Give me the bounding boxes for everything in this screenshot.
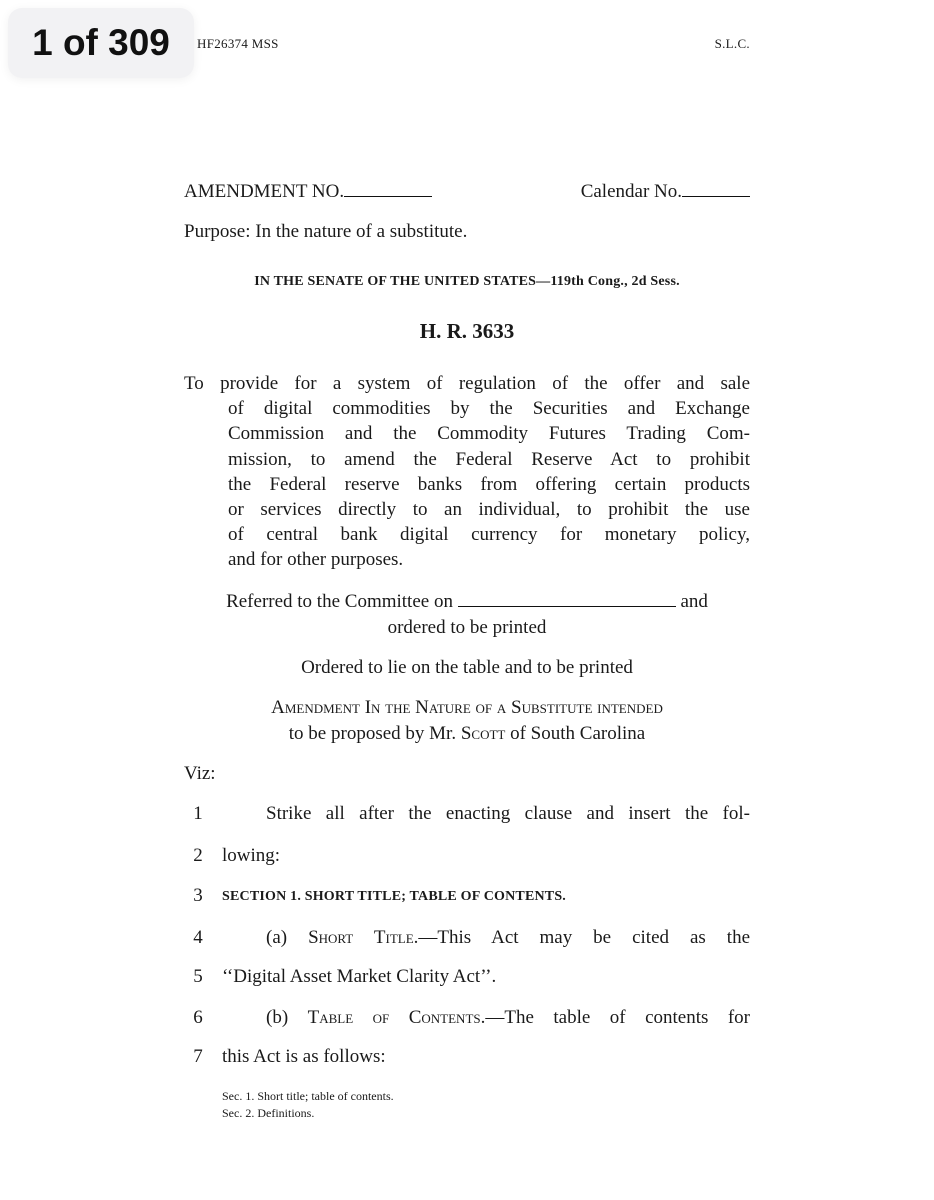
- line-text: Strike all after the enacting clause and insert the fol-: [266, 803, 750, 824]
- line-text: (b) Table of Contents.—The table of contents for: [266, 1007, 751, 1028]
- ordered-to-lie: Ordered to lie on the table and to be printed: [301, 657, 633, 678]
- long-title: [184, 371, 750, 573]
- bill-number: H. R. 3633: [419, 319, 515, 343]
- long-title-line: and for other purposes.: [228, 549, 404, 571]
- section-heading: SECTION 1. SHORT TITLE; TABLE OF CONTENTS.: [222, 889, 567, 904]
- line-text: lowing:: [222, 845, 281, 866]
- long-title-line: the Federal reserve banks from offering certain products: [228, 473, 750, 495]
- slc-mark: S.L.C.: [714, 36, 750, 51]
- amendment-calendar-line: [184, 180, 750, 203]
- long-title-line: of digital commodities by the Securities and Exchange: [228, 398, 750, 420]
- long-title-line: Commission and the Commodity Futures Trading Com-: [228, 423, 750, 445]
- amendment-no: AMENDMENT NO.: [184, 180, 432, 203]
- line-number: 2: [193, 845, 203, 866]
- purpose: Purpose: In the nature of a substitute.: [184, 221, 468, 242]
- ains-block: [184, 695, 750, 746]
- line-text: this Act is as follows:: [222, 1046, 386, 1067]
- ains-line-1: Amendment In the Nature of a Substitute intended: [271, 697, 663, 718]
- line-text: ‘‘Digital Asset Market Clarity Act’’.: [222, 966, 497, 987]
- line-number: 7: [193, 1046, 203, 1067]
- calendar-no: Calendar No.: [581, 180, 750, 203]
- toc-entry: Sec. 2. Definitions.: [222, 1106, 315, 1120]
- long-title-line: mission, to amend the Federal Reserve Act to prohibit: [228, 448, 750, 470]
- line-number: 6: [193, 1007, 203, 1028]
- senate-heading: IN THE SENATE OF THE UNITED STATES—119th Cong., 2d Sess.: [254, 274, 680, 289]
- viz-label: Viz:: [184, 763, 216, 784]
- line-number: 1: [193, 803, 203, 824]
- line-number: 5: [193, 966, 203, 987]
- doc-id: HF26374 MSS: [197, 36, 279, 51]
- page-indicator: 1 of 309: [8, 8, 194, 78]
- long-title-line: To provide for a system of regulation of the offer and sale: [184, 373, 750, 394]
- referred-block: Referred to the Committee on and ordered to be printed: [184, 589, 750, 640]
- line-number: 4: [193, 927, 203, 948]
- toc-entry: Sec. 1. Short title; table of contents.: [222, 1089, 394, 1103]
- ains-line-2: to be proposed by Mr. Scott of South Carolina: [288, 722, 646, 744]
- line-text: (a) Short Title.—This Act may be cited as the: [266, 927, 750, 948]
- referred-line-2: ordered to be printed: [387, 616, 547, 638]
- line-number: 3: [193, 885, 203, 906]
- long-title-line: of central bank digital currency for monetary policy,: [228, 524, 750, 546]
- long-title-line: or services directly to an individual, to prohibit the use: [228, 499, 750, 521]
